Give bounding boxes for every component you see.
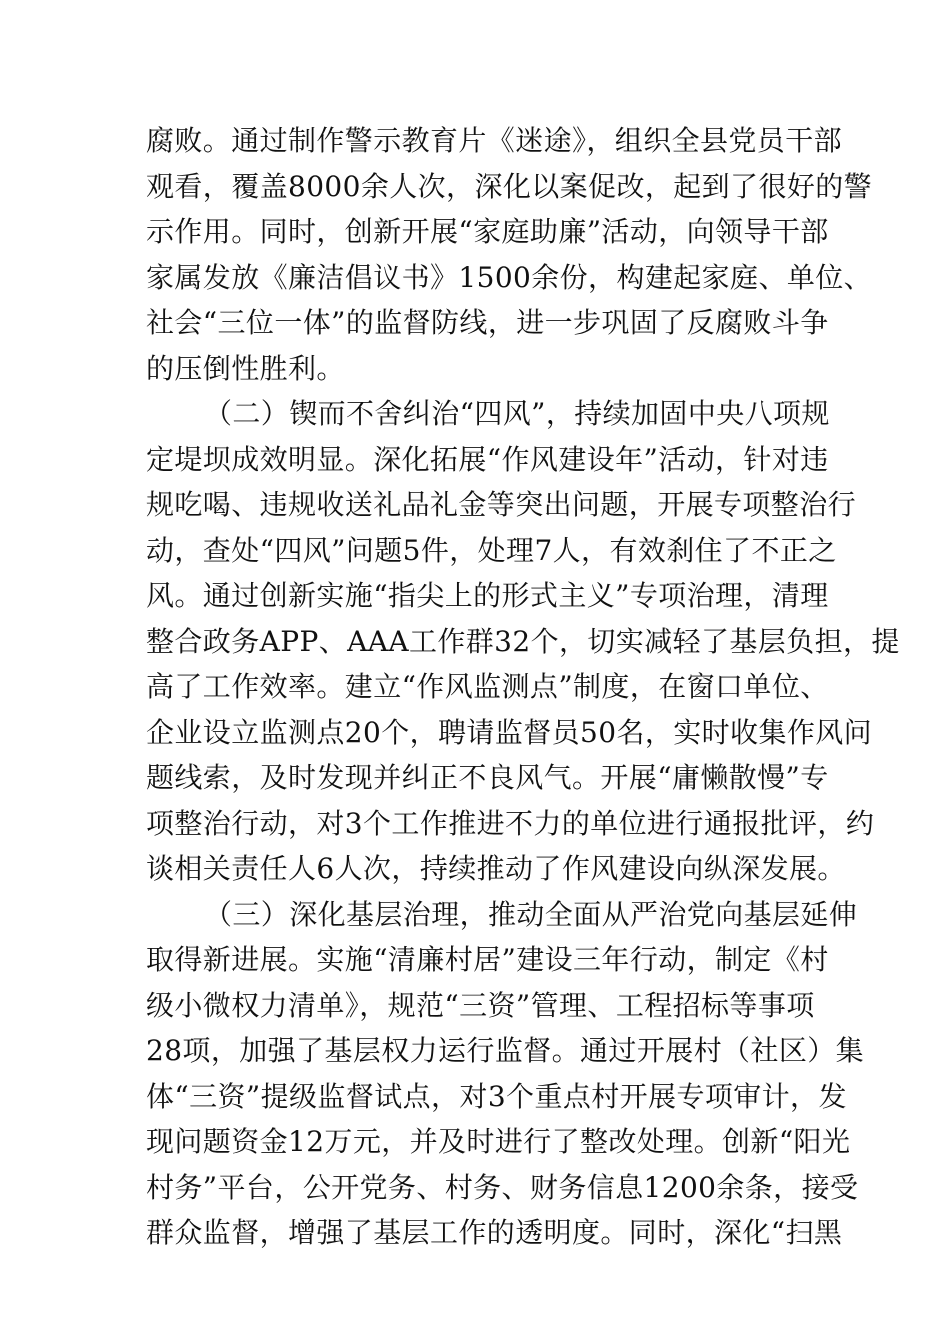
text-line: 28项，加强了基层权力运行监督。通过开展村（社区）集	[146, 1034, 865, 1067]
text-line: 示作用。同时，创新开展“家庭助廉”活动，向领导干部	[146, 215, 829, 248]
text-line: 群众监督，增强了基层工作的透明度。同时，深化“扫黑	[146, 1216, 843, 1249]
text-line: 社会“三位一体”的监督防线，进一步巩固了反腐败斗争	[146, 306, 829, 339]
text-line: 腐败。通过制作警示教育片《迷途》，组织全县党员干部	[146, 124, 843, 157]
text-line: 项整治行动，对3个工作推进不力的单位进行通报批评，约	[146, 806, 875, 840]
text-line: 的压倒性胜利。	[146, 351, 345, 385]
section-heading-line: （三）深化基层治理，推动全面从严治党向基层延伸	[204, 897, 858, 931]
text-line: 现问题资金12万元，并及时进行了整改处理。创新“阳光	[146, 1125, 851, 1158]
text-line: 取得新进展。实施“清廉村居”建设三年行动，制定《村	[146, 943, 829, 976]
body-text	[146, 118, 900, 1256]
text-line: 定堤坝成效明显。深化拓展“作风建设年”活动，针对违	[146, 442, 829, 476]
text-line: 风。通过创新实施“指尖上的形式主义”专项治理，清理	[146, 579, 829, 612]
text-line: 整合政务APP、AAA工作群32个，切实减轻了基层负担，提	[146, 624, 900, 658]
text-line: 级小微权力清单》，规范“三资”管理、工程招标等事项	[146, 988, 815, 1022]
text-line: 谈相关责任人6人次，持续推动了作风建设向纵深发展。	[146, 852, 846, 885]
text-line: 动，查处“四风”问题5件，处理7人，有效刹住了不正之	[146, 533, 837, 567]
text-line: 高了工作效率。建立“作风监测点”制度，在窗口单位、	[146, 670, 829, 703]
text-line: 企业设立监测点20个，聘请监督员50名，实时收集作风问	[146, 715, 873, 749]
text-line: 题线索，及时发现并纠正不良风气。开展“庸懒散慢”专	[146, 761, 829, 794]
text-line: 规吃喝、违规收送礼品礼金等突出问题，开展专项整治行	[146, 488, 857, 521]
text-line: 观看，覆盖8000余人次，深化以案促改，起到了很好的警	[146, 169, 873, 203]
text-line: 村务”平台，公开党务、村务、财务信息1200余条，接受	[146, 1170, 859, 1204]
text-line: 体“三资”提级监督试点，对3个重点村开展专项审计，发	[146, 1079, 847, 1113]
section-heading-line: （二）锲而不舍纠治“四风”，持续加固中央八项规	[204, 397, 830, 430]
text-line: 家属发放《廉洁倡议书》1500余份，构建起家庭、单位、	[146, 260, 873, 294]
